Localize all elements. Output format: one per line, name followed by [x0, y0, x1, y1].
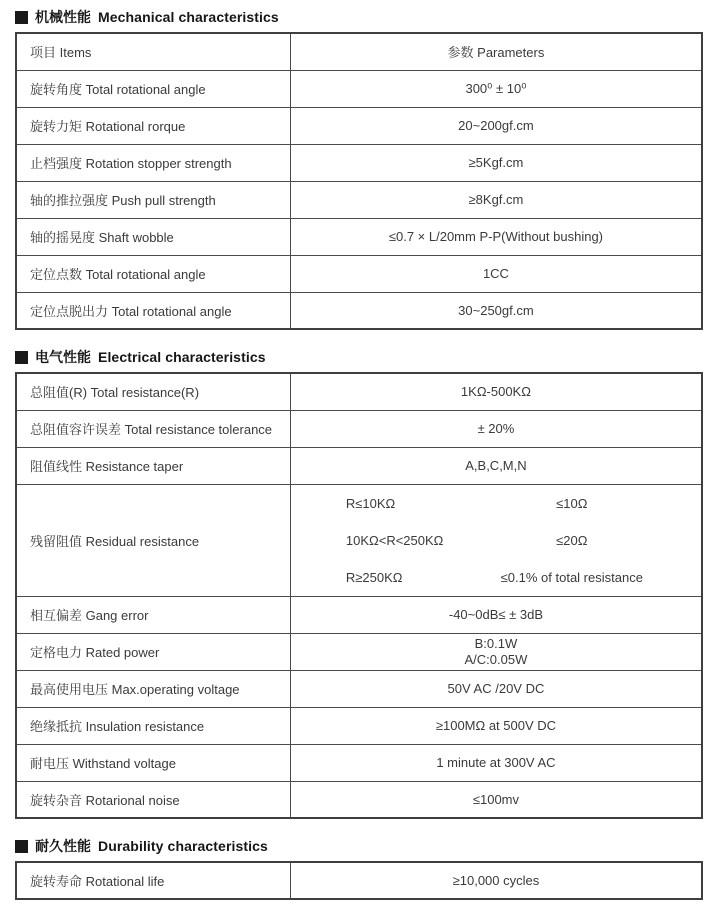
item-cell: 旋转角度 Total rotational angle: [16, 70, 290, 107]
table-row: [16, 255, 702, 292]
param-cell: ≥5Kgf.cm: [290, 144, 702, 181]
table-row: [16, 292, 702, 329]
param-cell: 30~250gf.cm: [290, 292, 702, 329]
table-row: [16, 447, 702, 484]
item-cell: 定格电力 Rated power: [16, 633, 290, 670]
item-cell: 止档强度 Rotation stopper strength: [16, 144, 290, 181]
param-cell: ≥8Kgf.cm: [290, 181, 702, 218]
item-cell: 阻值线性 Resistance taper: [16, 447, 290, 484]
section-title-en: Durability characteristics: [98, 838, 268, 854]
param-cell: ≥10,000 cycles: [290, 862, 702, 899]
residual-value: ≤20Ω: [556, 532, 588, 548]
residual-value: ≤10Ω: [556, 495, 588, 511]
item-cell: 相互偏差 Gang error: [16, 596, 290, 633]
rated-power-line2: A/C:0.05W: [464, 651, 528, 667]
table-row: [16, 373, 702, 410]
section-title-cn: 电气性能: [35, 349, 91, 365]
param-cell: 1CC: [290, 255, 702, 292]
param-cell: ± 20%: [290, 410, 702, 447]
param-cell: 1KΩ-500KΩ: [290, 373, 702, 410]
table-row: [16, 707, 702, 744]
section-title-cn: 耐久性能: [35, 838, 91, 854]
item-cell: 残留阻值 Residual resistance: [16, 484, 290, 596]
param-cell: -40~0dB≤ ± 3dB: [290, 596, 702, 633]
item-cell: 最高使用电压 Max.operating voltage: [16, 670, 290, 707]
residual-sub-row: [291, 559, 701, 596]
table-row: [16, 181, 702, 218]
table-row: [16, 107, 702, 144]
item-cell: 定位点脱出力 Total rotational angle: [16, 292, 290, 329]
table-row: [16, 670, 702, 707]
section-bullet-icon: [15, 840, 28, 853]
residual-condition: R≥250KΩ: [345, 569, 403, 585]
table-row: [16, 744, 702, 781]
param-cell: 300⁰ ± 10⁰: [290, 70, 702, 107]
param-cell: ≤100mv: [290, 781, 702, 818]
param-cell: 1 minute at 300V AC: [290, 744, 702, 781]
param-cell: 50V AC /20V DC: [290, 670, 702, 707]
rated-power-line1: B:0.1W: [474, 635, 518, 651]
residual-sub-row: [291, 485, 701, 522]
item-cell: 轴的摇晃度 Shaft wobble: [16, 218, 290, 255]
durability-spec-table: [15, 861, 703, 900]
items-header-cell: 项目 Items: [16, 33, 290, 70]
table-header-row: [16, 33, 702, 70]
table-row: [16, 70, 702, 107]
table-row: [16, 144, 702, 181]
item-cell: 耐电压 Withstand voltage: [16, 744, 290, 781]
table-row: [16, 410, 702, 447]
table-row-rated-power: [16, 633, 702, 670]
param-cell: [290, 633, 702, 670]
param-cell: [290, 484, 702, 596]
item-cell: 总阻值(R) Total resistance(R): [16, 373, 290, 410]
param-cell: ≤0.7 × L/20mm P-P(Without bushing): [290, 218, 702, 255]
residual-value: ≤0.1% of total resistance: [500, 569, 643, 585]
section-bullet-icon: [15, 11, 28, 24]
parameters-header-cell: 参数 Parameters: [290, 33, 702, 70]
mechanical-spec-table: [15, 32, 703, 330]
table-row-residual-resistance: [16, 484, 702, 596]
section-title-electrical: [15, 349, 703, 366]
electrical-spec-table: [15, 372, 703, 819]
item-cell: 旋转力矩 Rotational rorque: [16, 107, 290, 144]
param-cell: 20~200gf.cm: [290, 107, 702, 144]
param-cell: ≥100MΩ at 500V DC: [290, 707, 702, 744]
section-title-durability: [15, 838, 703, 855]
item-cell: 旋转寿命 Rotational life: [16, 862, 290, 899]
item-cell: 旋转杂音 Rotarional noise: [16, 781, 290, 818]
residual-sub-row: [291, 522, 701, 559]
table-row: [16, 596, 702, 633]
residual-condition: 10KΩ<R<250KΩ: [345, 532, 444, 548]
residual-condition: R≤10KΩ: [345, 495, 396, 511]
item-cell: 总阻值容许误差 Total resistance tolerance: [16, 410, 290, 447]
section-title-en: Electrical characteristics: [98, 349, 266, 365]
item-cell: 轴的推拉强度 Push pull strength: [16, 181, 290, 218]
section-bullet-icon: [15, 351, 28, 364]
item-cell: 绝缘抵抗 Insulation resistance: [16, 707, 290, 744]
table-row: [16, 862, 702, 899]
item-cell: 定位点数 Total rotational angle: [16, 255, 290, 292]
table-row: [16, 781, 702, 818]
section-title-mechanical: [15, 9, 703, 26]
param-cell: A,B,C,M,N: [290, 447, 702, 484]
section-title-en: Mechanical characteristics: [98, 9, 279, 25]
table-row: [16, 218, 702, 255]
section-title-cn: 机械性能: [35, 9, 91, 25]
